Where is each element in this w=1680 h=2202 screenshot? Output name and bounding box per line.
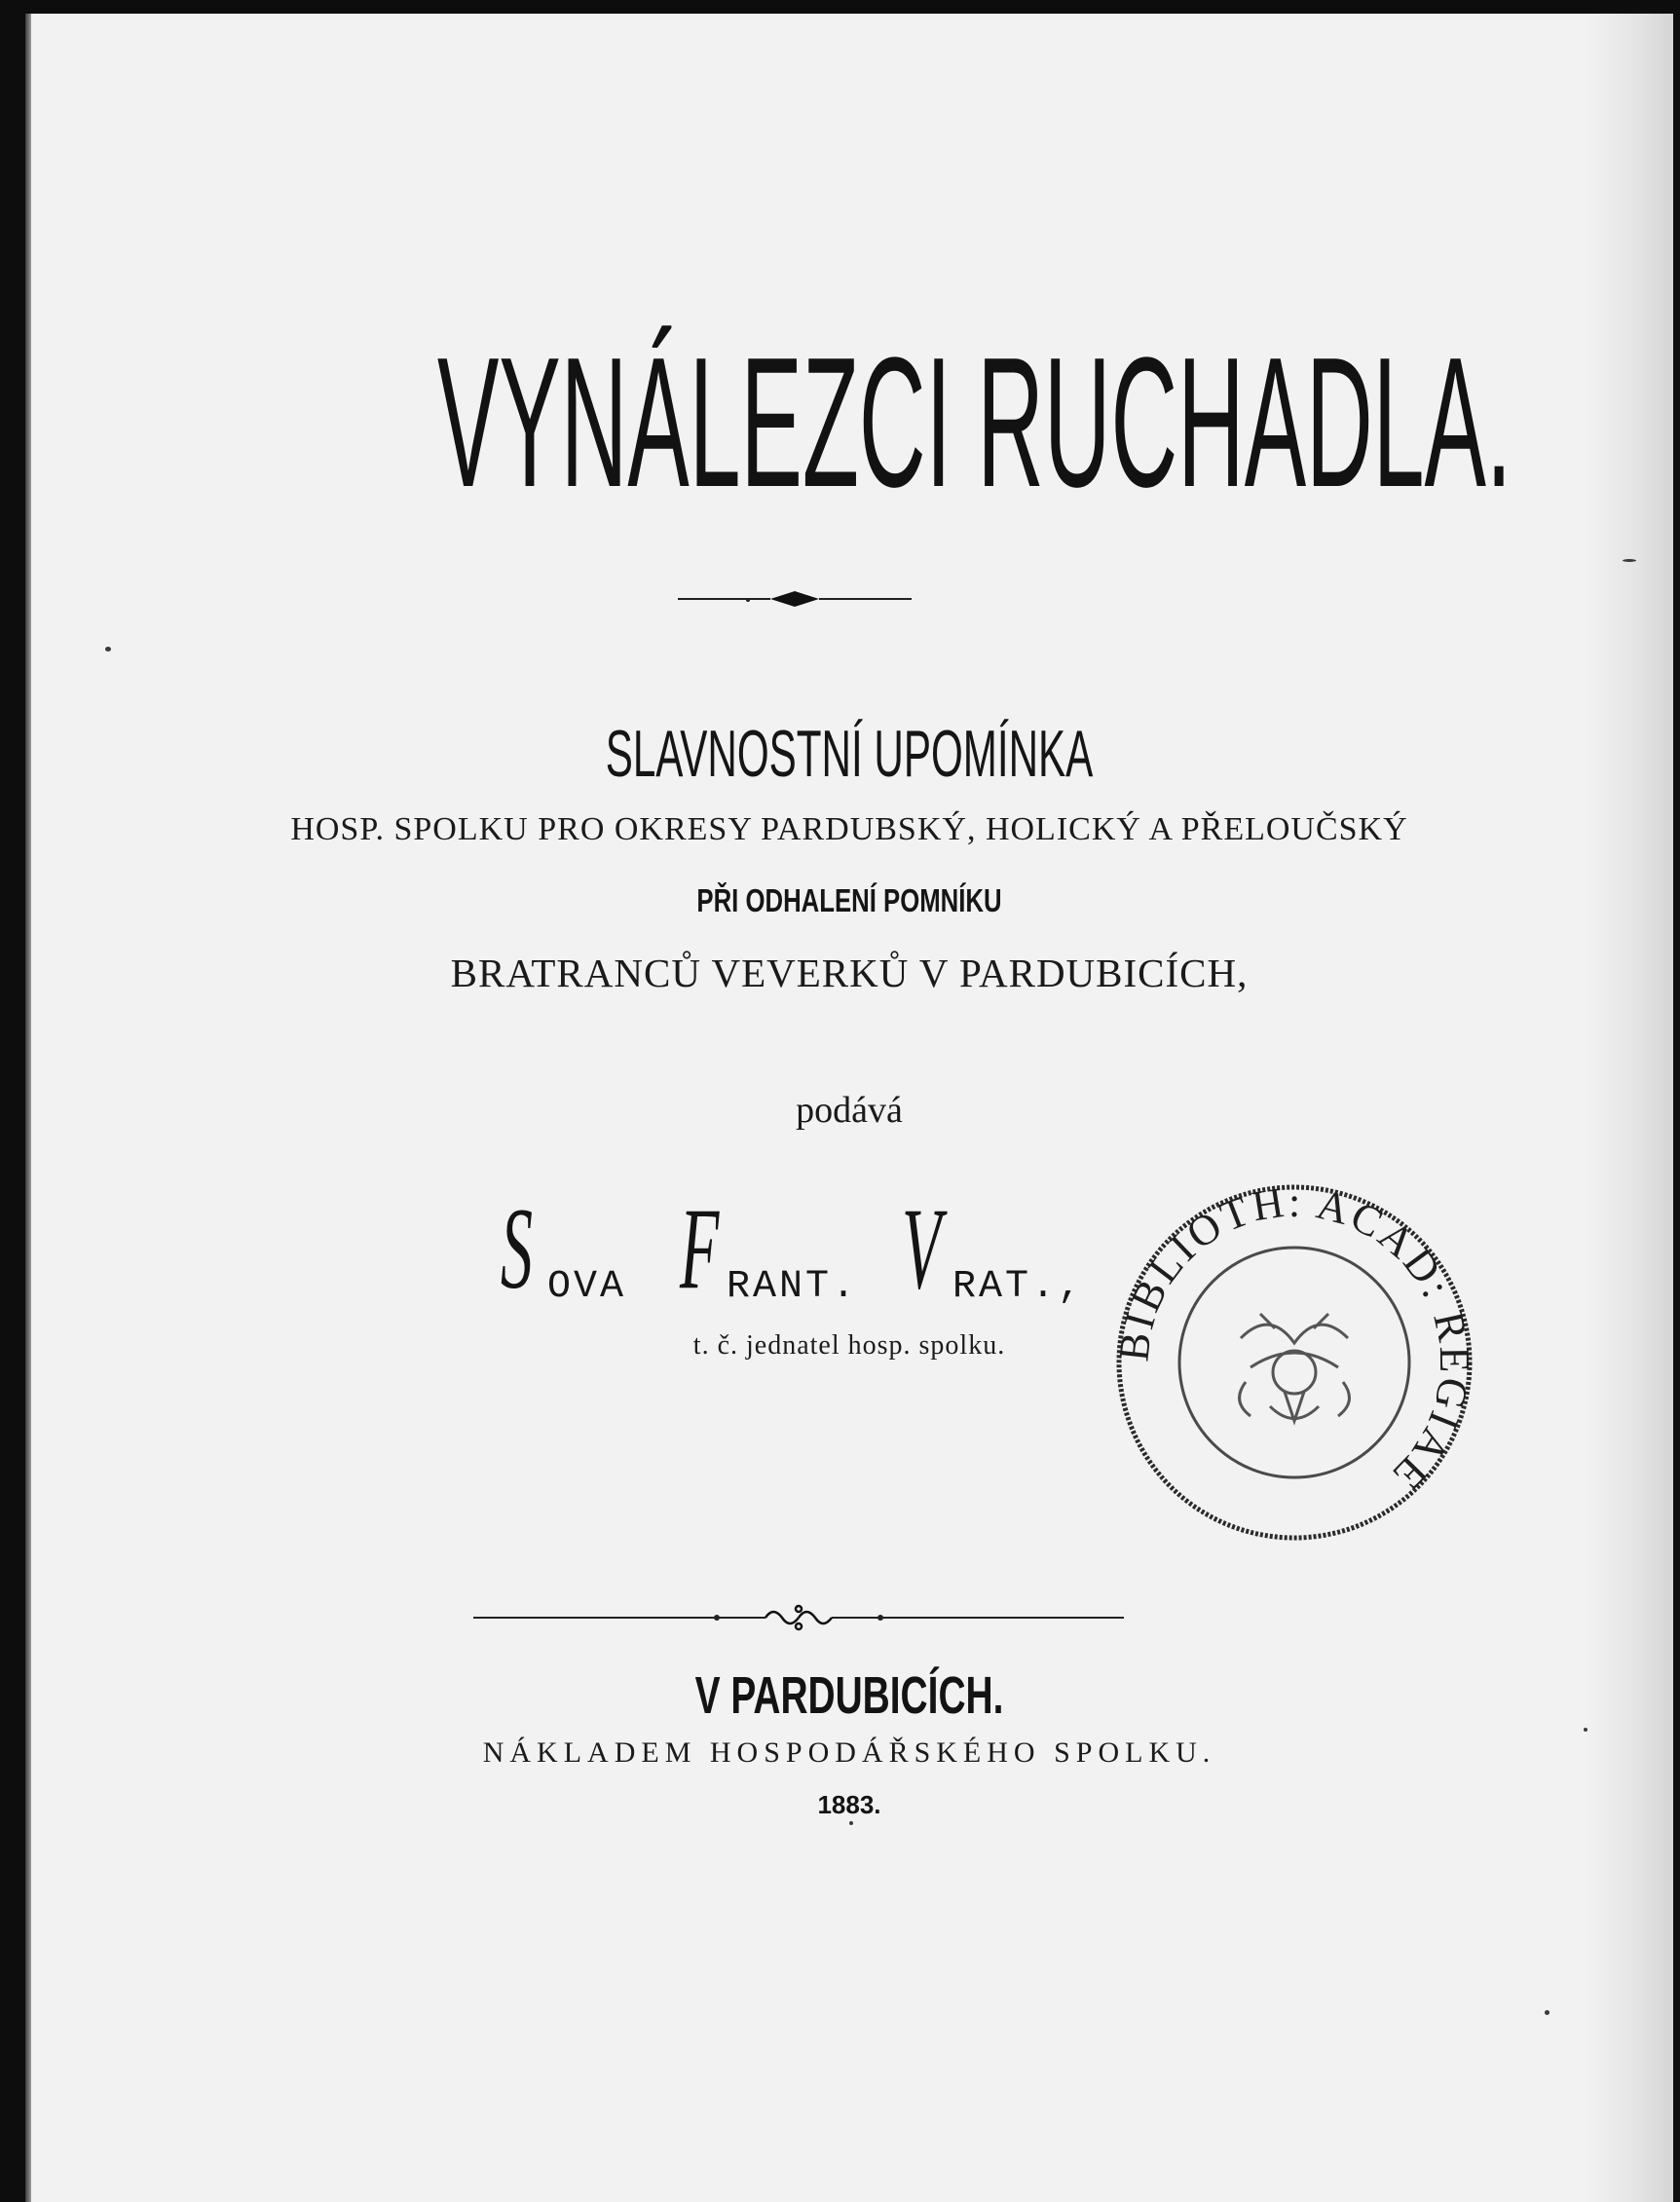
title-page (25, 14, 1673, 2202)
author-role: t. č. jednatel hosp. spolku. (692, 1330, 1006, 1361)
imprint-ornament (473, 1601, 1124, 1634)
paper-speck (1584, 1728, 1587, 1732)
author-initial-v: V (902, 1183, 942, 1313)
subtitle: SLAVNOSTNÍ UPOMÍNKA (605, 717, 1094, 791)
paper-speck (105, 647, 111, 652)
stamp-eagle-emblem (1240, 1314, 1350, 1421)
library-stamp (1104, 1173, 1484, 1552)
presented-by: podává (796, 1090, 903, 1131)
author-firstname-rest: RANT. (727, 1265, 859, 1309)
imprint-year: 1883. (817, 1790, 881, 1819)
imprint-publisher: NÁKLADEM HOSPODÁŘSKÉHO SPOLKU. (482, 1736, 1216, 1769)
author-middlename-rest: RAT., (952, 1265, 1085, 1309)
occasion-line: PŘI ODHALENÍ POMNÍKU (696, 882, 1002, 918)
imprint-place: V PARDUBICÍCH. (694, 1666, 1004, 1725)
author-initial-s: S (501, 1183, 533, 1313)
svg-text:BIBLIOTH: ACAD: REGIAE (1109, 1178, 1478, 1502)
title-ornament (678, 584, 912, 614)
book-title: VYNÁLEZCI RUCHADLA. (437, 319, 1512, 526)
author-initial-f: F (680, 1183, 720, 1313)
paper-speck (1545, 2010, 1549, 2015)
author-surname-rest: OVA (547, 1265, 627, 1309)
honorees-line: BRATRANCŮ VEVERKŮ V PARDUBICÍCH, (450, 951, 1249, 995)
society-line: HOSP. SPOLKU PRO OKRESY PARDUBSKÝ, HOLICKÝ A PŘELOUČSKÝ (290, 811, 1408, 847)
stamp-text: BIBLIOTH: ACAD: REGIAE (1109, 1177, 1479, 1502)
paper-speck (849, 1821, 853, 1825)
paper-speck (1623, 559, 1636, 562)
